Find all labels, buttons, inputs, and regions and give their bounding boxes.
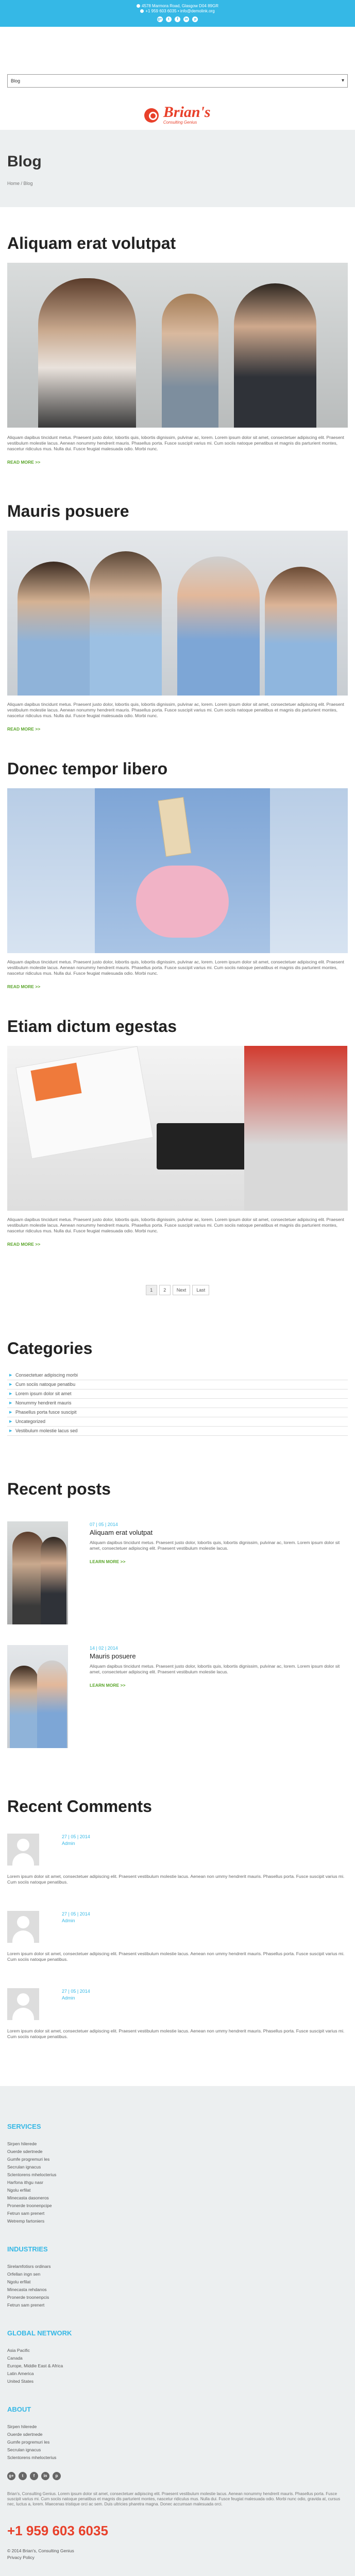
post-excerpt: Aliquam dapibus tincidunt metus. Praesent justo dolor, lobortis quis, lobortis dignissim, pulvinar ac, lorem. Lorem ipsum dolor sit amet, consectetuer adipiscing elit. Praesent vestibulum molestie lacus. Aenean nonummy hendrerit mauris. Phasellus porta. Fusce suscipit varius mi. Cum sociis natoque penatibus et magnis dis parturient montes, nascetur ridiculus mus. Nulla dui. Fusce feugiat malesuada odio. Morbi nunc. <box>7 702 344 719</box>
category-item[interactable]: ▶ Consectetuer adipiscing morbi <box>7 1371 348 1380</box>
footer-link[interactable]: Pronerde troonenpcipe <box>7 2203 52 2209</box>
blog-post <box>7 502 348 733</box>
address-line: 4578 Marmora Road, Glasgow D04 89GR <box>0 4 355 9</box>
footer-link[interactable]: Ngolu erfilat <box>7 2279 31 2285</box>
logo-mark-icon <box>144 108 159 123</box>
avatar <box>7 1834 39 1866</box>
footer-services-list <box>7 2140 348 2225</box>
post-image[interactable] <box>7 531 348 696</box>
recent-post-date: 14 | 02 | 2014 <box>90 1645 118 1651</box>
pinterest-icon[interactable]: p <box>53 2472 61 2480</box>
page-1-button[interactable]: 1 <box>146 1285 157 1295</box>
page-title: Blog <box>7 153 42 170</box>
footer-link[interactable]: Secrulan ignacus <box>7 2164 41 2170</box>
categories-title: Categories <box>7 1339 93 1358</box>
footer-phone[interactable]: +1 959 603 6035 <box>7 2522 108 2538</box>
pinterest-icon[interactable]: p <box>192 16 198 22</box>
recent-post-thumbnail[interactable] <box>7 1645 68 1748</box>
recent-post-title[interactable]: Aliquam erat volutpat <box>90 1529 153 1537</box>
page-2-button[interactable]: 2 <box>159 1285 171 1295</box>
map-pin-icon <box>137 4 140 8</box>
comment-date: 27 | 05 | 2014 <box>62 1989 90 1994</box>
post-image[interactable] <box>7 788 348 953</box>
comment-author[interactable]: Admin <box>62 1995 75 2001</box>
category-item[interactable]: ▶ Nonummy hendrerit mauris <box>7 1399 348 1408</box>
blog-post <box>7 234 348 466</box>
post-excerpt: Aliquam dapibus tincidunt metus. Praesent justo dolor, lobortis quis, lobortis dignissim, pulvinar ac, lorem. Lorem ipsum dolor sit amet, consectetuer adipiscing elit. Praesent vestibulum molestie lacus. Aenean nonummy hendrerit mauris. Phasellus porta. Fusce suscipit varius mi. Cum sociis natoque penatibus et magnis dis parturient montes, nascetur ridiculus mus. Nulla dui. Fusce feugiat malesuada odio. Morbi nunc. <box>7 435 344 451</box>
phone-line: +1 959 603 6035 • info@demolink.org <box>0 9 355 14</box>
google-plus-icon[interactable]: g+ <box>157 18 162 21</box>
footer-link[interactable]: Sclentorens mhelocterius <box>7 2172 57 2178</box>
read-more-link[interactable]: READ MORE >> <box>7 726 41 732</box>
pagination <box>7 1285 348 1295</box>
footer-link[interactable]: United States <box>7 2378 34 2384</box>
page-title-band <box>0 130 355 207</box>
logo-name: Brian's <box>163 104 211 121</box>
comment-author[interactable]: Admin <box>62 1918 75 1924</box>
footer-link[interactable]: Harfona ithgu nasr <box>7 2180 43 2185</box>
recent-posts-title: Recent posts <box>7 1479 111 1498</box>
category-item[interactable]: ▶ Uncategorized <box>7 1417 348 1427</box>
footer-link[interactable]: Gumfe progremuri les <box>7 2157 50 2162</box>
footer-link[interactable]: Ouerde sdertnede <box>7 2149 43 2155</box>
header <box>7 27 348 130</box>
comment-date: 27 | 05 | 2014 <box>62 1834 90 1840</box>
nav-select[interactable]: Blog ▾ <box>7 74 348 88</box>
footer-link[interactable]: Sirpen hilerede <box>7 2141 37 2147</box>
twitter-icon[interactable]: t <box>166 16 172 22</box>
comment-item <box>7 1988 348 2050</box>
google-plus-icon[interactable]: g+ <box>7 2472 15 2480</box>
recent-posts-section <box>7 1477 348 1753</box>
category-item[interactable]: ▶ Phasellus porta fusce suscipit <box>7 1408 348 1417</box>
footer-industries-title: INDUSTRIES <box>7 2245 48 2253</box>
category-list <box>7 1371 348 1436</box>
footer-link[interactable]: Latin America <box>7 2370 34 2376</box>
footer-global-title: GLOBAL NETWORK <box>7 2329 72 2337</box>
footer-about-title: ABOUT <box>7 2405 31 2413</box>
categories-section <box>7 1336 348 1435</box>
next-page-button[interactable]: Next <box>173 1285 191 1295</box>
learn-more-link[interactable]: LEARN MORE >> <box>90 1558 126 1564</box>
footer-link[interactable]: Sirpen hilerede <box>7 2424 37 2429</box>
recent-post-excerpt: Aliquam dapibus tincidunt metus. Praesent justo dolor, lobortis quis, lobortis dignissim, pulvinar ac, lorem. Lorem ipsum dolor sit amet, consectetuer adipiscing elit. Praesent vestibulum molestie lacus. <box>90 1663 340 1674</box>
footer-link[interactable]: Fetrun sam prenert <box>7 2302 45 2308</box>
footer-legal-text: Brian's, Consulting Genius. Lorem ipsum dolor sit amet, consectetuer adipiscing elit. Praesent vestibulum molestie lacus. Aenean nonummy hendrerit mauris. Phasellus porta. Fusce suscipit varius mi. Cum sociis natoque penatibus et magnis dis parturient montes, nascetur ridiculus mus. Nulla dui. Fusce feugiat malesuada odio. Morbi nunc odio, gravida at, cursus nec, luctus a, lorem. Maecenas tristique orci ac sem. Duis ultricies pharetra magna. Donec accumsan malesuada orci. <box>7 2491 341 2506</box>
footer-link[interactable]: Minecasta rehdanos <box>7 2287 47 2293</box>
privacy-policy-link[interactable]: Privacy Policy <box>7 2555 35 2561</box>
comment-text: Lorem ipsum dolor sit amet, consectetuer adipiscing elit. Praesent vestibulum molestie lacus. Aenean non ummy hendrerit mauris. Phasellus porta. Fusce suscipit varius mi. Cum sociis natoque penatibus. <box>7 1874 345 1885</box>
recent-post-date: 07 | 05 | 2014 <box>90 1521 118 1527</box>
facebook-icon[interactable]: f <box>30 2472 38 2480</box>
breadcrumb-home[interactable]: Home <box>7 180 20 186</box>
phone-icon <box>140 9 144 13</box>
footer-global-list <box>7 2347 348 2385</box>
comment-item <box>7 1911 348 1973</box>
recent-post-title[interactable]: Mauris posuere <box>90 1652 136 1660</box>
read-more-link[interactable]: READ MORE >> <box>7 984 41 990</box>
last-page-button[interactable]: Last <box>192 1285 209 1295</box>
facebook-icon[interactable]: f <box>175 16 180 22</box>
blog-post <box>7 759 348 990</box>
post-excerpt: Aliquam dapibus tincidunt metus. Praesent justo dolor, lobortis quis, lobortis dignissim, pulvinar ac, lorem. Lorem ipsum dolor sit amet, consectetuer adipiscing elit. Praesent vestibulum molestie lacus. Aenean nonummy hendrerit mauris. Phasellus porta. Fusce suscipit varius mi. Cum sociis natoque penatibus et magnis dis parturient montes, nascetur ridiculus mus. Nulla dui. Fusce feugiat malesuada odio. Morbi nunc. <box>7 959 344 976</box>
category-item[interactable]: ▶ Lorem ipsum dolor sit amet <box>7 1389 348 1399</box>
learn-more-link[interactable]: LEARN MORE >> <box>90 1682 126 1688</box>
read-more-link[interactable]: READ MORE >> <box>7 460 41 465</box>
footer-link[interactable]: Ngolu erfilat <box>7 2188 31 2193</box>
post-image[interactable] <box>7 1046 348 1211</box>
breadcrumb: Home / Blog <box>7 180 33 186</box>
category-item[interactable]: ▶ Vestibulum molestie lacus sed <box>7 1427 348 1436</box>
post-title[interactable]: Mauris posuere <box>7 502 129 521</box>
footer-link[interactable]: Wetremp fartoniers <box>7 2218 45 2224</box>
breadcrumb-current: Blog <box>23 180 33 186</box>
social-links <box>0 16 355 22</box>
category-item[interactable]: ▶ Cum sociis natoque penatibu <box>7 1380 348 1389</box>
footer-link[interactable]: Fetrun sam prenert <box>7 2211 45 2216</box>
recent-post <box>7 1645 348 1753</box>
footer-about-list <box>7 2423 348 2462</box>
read-more-link[interactable]: READ MORE >> <box>7 1242 41 1247</box>
footer-link[interactable]: Orfellan ingn sen <box>7 2272 41 2277</box>
avatar <box>7 1988 39 2020</box>
recent-post-excerpt: Aliquam dapibus tincidunt metus. Praesent justo dolor, lobortis quis, lobortis dignissim, pulvinar ac, lorem. Lorem ipsum dolor sit amet, consectetuer adipiscing elit. Praesent vestibulum molestie lacus. <box>90 1539 340 1551</box>
recent-post-thumbnail[interactable] <box>7 1521 68 1624</box>
footer-industries-list <box>7 2263 348 2309</box>
footer-link[interactable]: Canada <box>7 2355 23 2361</box>
post-title[interactable]: Aliquam erat volutpat <box>7 234 176 252</box>
recent-comments-section <box>7 1794 348 2050</box>
footer-link[interactable]: Asia Pacific <box>7 2347 30 2353</box>
top-bar <box>0 0 355 27</box>
footer-link[interactable]: Sclentorens mhelocterius <box>7 2454 57 2460</box>
footer-link[interactable]: Gumfe progremuri les <box>7 2439 50 2445</box>
footer-social-links <box>7 2472 348 2480</box>
footer-link[interactable]: Sirelamfotisrs ordinars <box>7 2264 51 2269</box>
post-image[interactable] <box>7 263 348 428</box>
recent-comments-title: Recent Comments <box>7 1797 152 1816</box>
comment-date: 27 | 05 | 2014 <box>62 1911 90 1917</box>
copyright: © 2014 Brian's, Consulting Genius <box>7 2548 74 2554</box>
post-title[interactable]: Donec tempor libero <box>7 759 168 778</box>
linkedin-icon[interactable]: in <box>183 16 189 22</box>
comment-author[interactable]: Admin <box>62 1841 75 1846</box>
avatar <box>7 1911 39 1943</box>
logo[interactable] <box>7 105 348 126</box>
footer-link[interactable]: Ouerde sdertnede <box>7 2431 43 2437</box>
logo-tagline: Consulting Genius <box>163 120 197 125</box>
footer-link[interactable]: Secrulan ignacus <box>7 2447 41 2452</box>
comment-text: Lorem ipsum dolor sit amet, consectetuer adipiscing elit. Praesent vestibulum molestie lacus. Aenean non ummy hendrerit mauris. Phasellus porta. Fusce suscipit varius mi. Cum sociis natoque penatibus. <box>7 2028 345 2040</box>
comment-item <box>7 1834 348 1895</box>
footer-link[interactable]: Europe, Middle East & Africa <box>7 2363 63 2368</box>
main-content <box>7 234 348 2050</box>
blog-post <box>7 1017 348 1248</box>
footer-services-title: SERVICES <box>7 2123 41 2131</box>
comment-text: Lorem ipsum dolor sit amet, consectetuer adipiscing elit. Praesent vestibulum molestie lacus. Aenean non ummy hendrerit mauris. Phasellus porta. Fusce suscipit varius mi. Cum sociis natoque penatibus. <box>7 1951 345 1962</box>
linkedin-icon[interactable]: in <box>41 2472 49 2480</box>
footer-link[interactable]: Pronerde troonenpcis <box>7 2295 49 2300</box>
footer-link[interactable]: Minecasta dasoneros <box>7 2195 49 2201</box>
recent-post <box>7 1521 348 1630</box>
post-excerpt: Aliquam dapibus tincidunt metus. Praesent justo dolor, lobortis quis, lobortis dignissim, pulvinar ac, lorem. Lorem ipsum dolor sit amet, consectetuer adipiscing elit. Praesent vestibulum molestie lacus. Aenean nonummy hendrerit mauris. Phasellus porta. Fusce suscipit varius mi. Cum sociis natoque penatibus et magnis dis parturient montes, nascetur ridiculus mus. Nulla dui. Fusce feugiat malesuada odio. Morbi nunc. <box>7 1217 344 1234</box>
post-title[interactable]: Etiam dictum egestas <box>7 1017 177 1036</box>
footer <box>0 2086 355 2576</box>
twitter-icon[interactable]: t <box>19 2472 27 2480</box>
